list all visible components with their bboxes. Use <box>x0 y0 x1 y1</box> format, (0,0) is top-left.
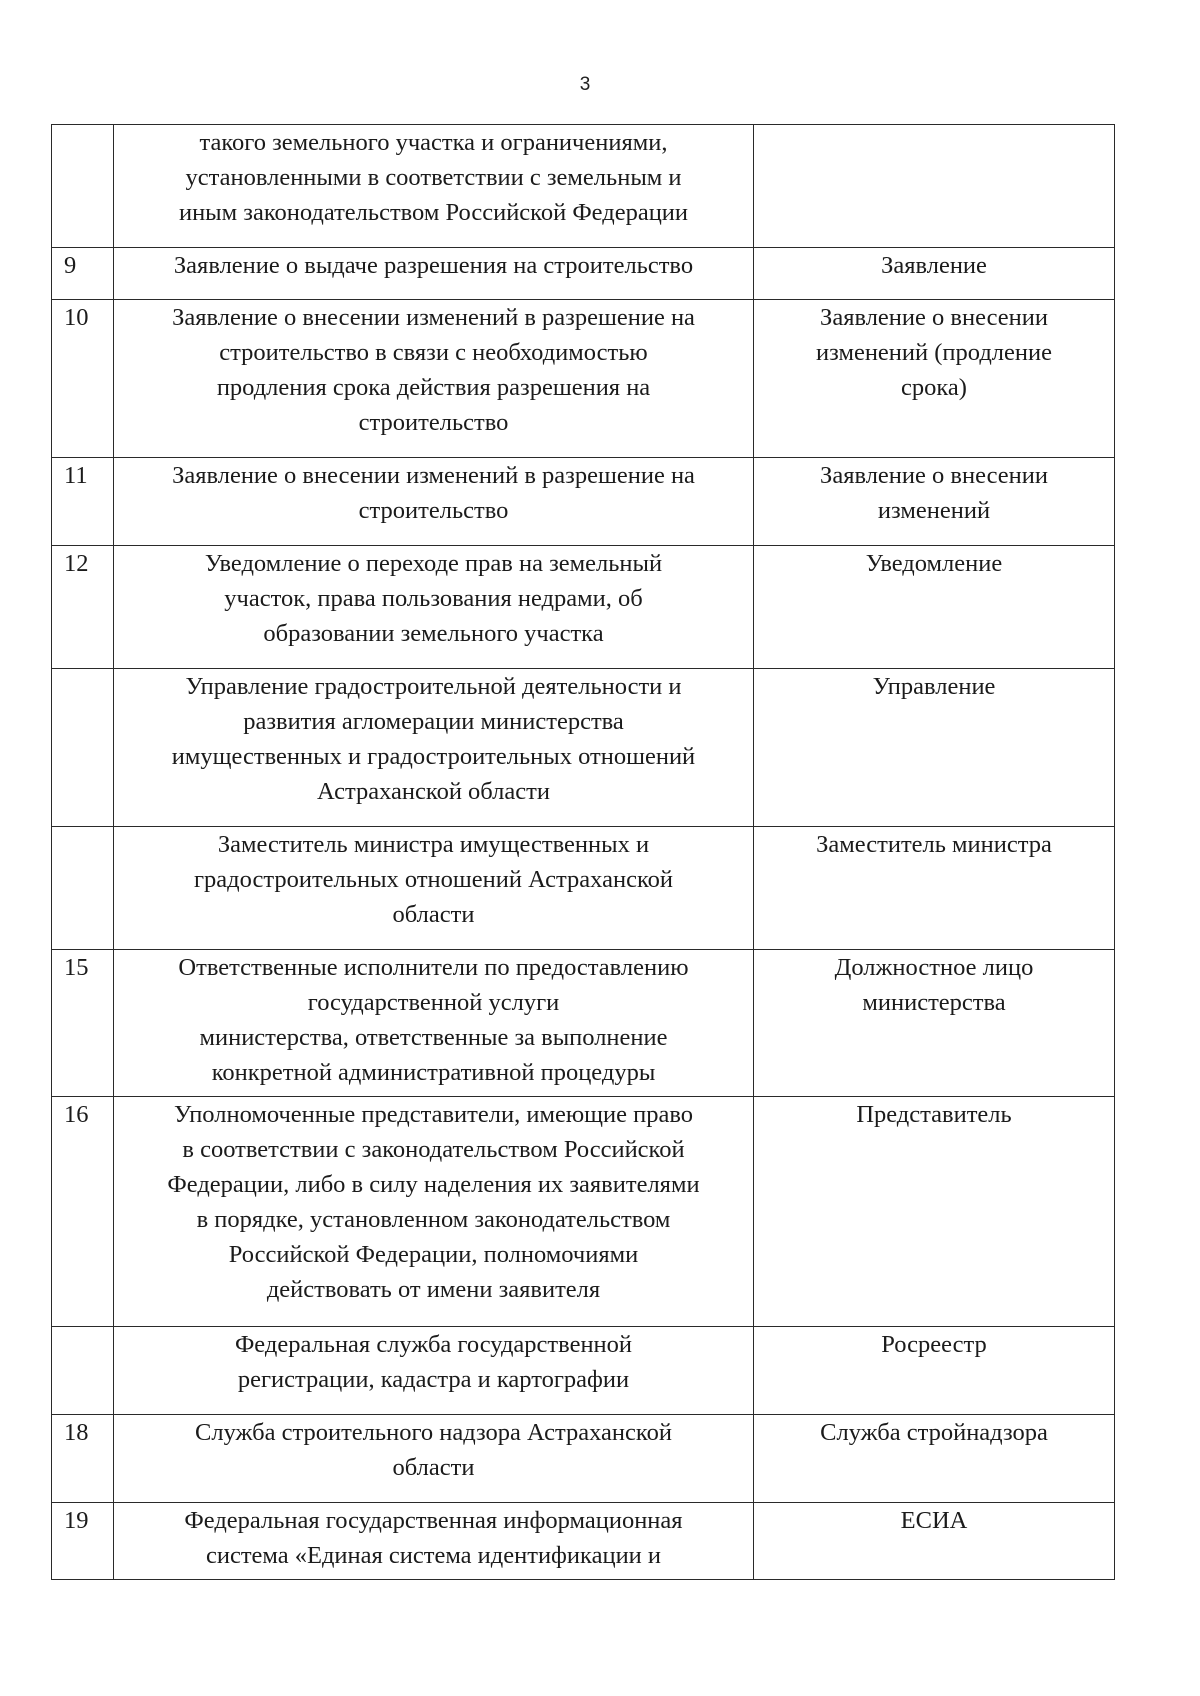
term-abbreviation <box>754 1415 1115 1503</box>
term-abbreviation-text: Заявление о внесении изменений <box>820 462 1048 524</box>
table-row <box>52 827 1115 950</box>
term-abbreviation <box>754 1327 1115 1415</box>
term-abbreviation <box>754 950 1115 1097</box>
term-name <box>114 248 754 300</box>
term-abbreviation-text: Служба стройнадзора <box>820 1419 1048 1446</box>
term-name <box>114 1415 754 1503</box>
page-number: 3 <box>579 74 591 95</box>
term-abbreviation-text: Управление <box>872 673 996 700</box>
term-name <box>114 125 754 248</box>
term-name <box>114 546 754 669</box>
table-row <box>52 248 1115 300</box>
term-name-text: Управление градостроительной деятельности и развития агломерации министерства имущественных и градостроительных отношений Астраханской области <box>171 673 696 805</box>
term-abbreviation-text: Заявление <box>881 252 987 279</box>
term-name <box>114 827 754 950</box>
term-abbreviation <box>754 125 1115 248</box>
term-name <box>114 950 754 1097</box>
term-abbreviation-text: Уведомление <box>865 550 1003 577</box>
term-name-text: Заявление о внесении изменений в разрешение на строительство в связи с необходимостью продления срока действия разрешения на строительство <box>172 304 695 436</box>
term-abbreviation-text: Должностное лицо министерства <box>834 954 1034 1016</box>
term-name-text: Уведомление о переходе прав на земельный участок, права пользования недрами, об образовании земельного участка <box>204 550 663 647</box>
terms-table <box>51 124 1115 1580</box>
row-number: 16 <box>52 1097 114 1327</box>
term-name-text: Федеральная государственная информационная система «Единая система идентификации и <box>184 1507 683 1569</box>
table-row <box>52 125 1115 248</box>
term-name <box>114 458 754 546</box>
table-row <box>52 950 1115 1097</box>
term-name-text: Федеральная служба государственной регистрации, кадастра и картографии <box>234 1331 633 1393</box>
term-abbreviation <box>754 300 1115 458</box>
row-number <box>52 827 114 950</box>
row-number: 9 <box>52 248 114 300</box>
row-number: 12 <box>52 546 114 669</box>
term-abbreviation <box>754 1503 1115 1580</box>
term-abbreviation-text: Заместитель министра <box>816 831 1052 858</box>
term-name-text: Заместитель министра имущественных и градостроительных отношений Астраханской области <box>193 831 673 928</box>
table-row <box>52 1327 1115 1415</box>
row-number <box>52 669 114 827</box>
term-abbreviation <box>754 669 1115 827</box>
term-name-text: Заявление о выдаче разрешения на строительство <box>173 252 694 279</box>
term-abbreviation <box>754 248 1115 300</box>
table-row <box>52 1097 1115 1327</box>
row-number: 15 <box>52 950 114 1097</box>
table-row <box>52 458 1115 546</box>
term-name <box>114 669 754 827</box>
term-abbreviation-text: Заявление о внесении изменений (продление срока) <box>816 304 1052 401</box>
row-number <box>52 1327 114 1415</box>
term-name-text: Уполномоченные представители, имеющие право в соответствии с законодательством Российской Федерации, либо в силу наделения их заявителями в порядке, установленном законодательством Российской Федерации, полномочиями действовать от имени заявителя <box>167 1101 700 1303</box>
term-abbreviation-text: ЕСИА <box>900 1507 968 1534</box>
row-number: 19 <box>52 1503 114 1580</box>
term-name <box>114 1327 754 1415</box>
term-abbreviation-text: Росреестр <box>881 1331 987 1358</box>
table-row <box>52 1503 1115 1580</box>
table-row <box>52 300 1115 458</box>
terms-table-body <box>52 125 1115 1580</box>
term-abbreviation-text: Представитель <box>856 1101 1012 1128</box>
term-abbreviation <box>754 546 1115 669</box>
term-name-text: Служба строительного надзора Астраханской области <box>195 1419 672 1481</box>
term-name-text: Ответственные исполнители по предоставлению государственной услуги министерства, ответственные за выполнение конкретной административной процедуры <box>178 954 689 1086</box>
term-abbreviation <box>754 1097 1115 1327</box>
term-name <box>114 1097 754 1327</box>
term-name <box>114 1503 754 1580</box>
term-abbreviation <box>754 827 1115 950</box>
term-name <box>114 300 754 458</box>
table-row <box>52 1415 1115 1503</box>
row-number <box>52 125 114 248</box>
table-row <box>52 669 1115 827</box>
row-number: 10 <box>52 300 114 458</box>
term-name-text: такого земельного участка и ограничениями, установленными в соответствии с земельным и иным законодательством Российской Федерации <box>178 129 689 226</box>
row-number: 18 <box>52 1415 114 1503</box>
row-number: 11 <box>52 458 114 546</box>
term-abbreviation <box>754 458 1115 546</box>
term-name-text: Заявление о внесении изменений в разрешение на строительство <box>172 462 695 524</box>
table-row <box>52 546 1115 669</box>
